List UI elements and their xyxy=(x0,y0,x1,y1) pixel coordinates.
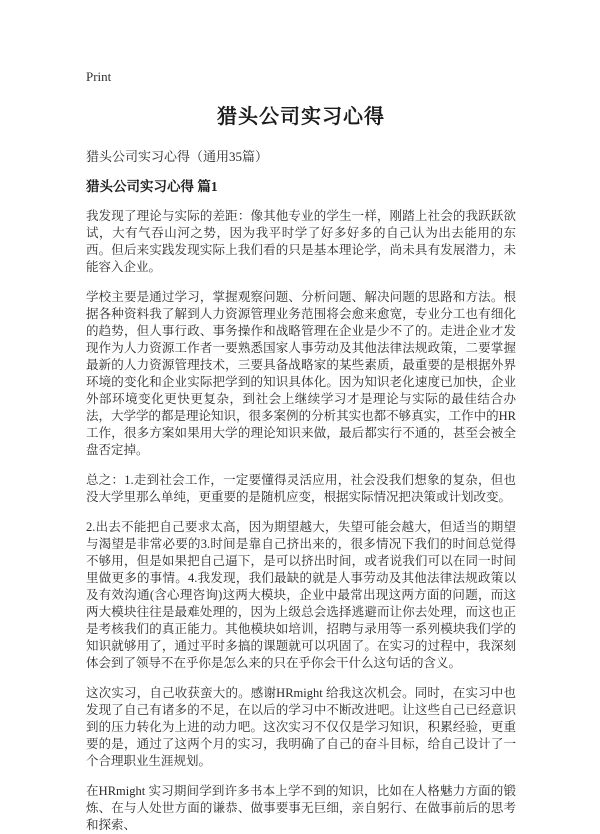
section-heading: 猎头公司实习心得 篇1 xyxy=(86,179,218,194)
body-paragraph: 这次实习，自己收获蛮大的。感谢HRmight 给我这次机会。同时，在实习中也发现了自己有诸多的不足，在以后的学习中不断改进吧。让这些自己已经意识到的压力转化为上进的动力吧。这次实习不仅仅是学习知识，积累经验，更重要的是，通过了这两个月的实习，我明确了自己的奋斗目标，给自己设计了一个合理职业生涯规划。 xyxy=(86,686,516,768)
print-link[interactable]: Print xyxy=(86,69,112,84)
body-paragraph: 2.出去不能把自己要求太高，因为期望越大，失望可能会越大，但适当的期望与渴望是非常必要的3.时间是靠自己挤出来的，很多情况下我们的时间总觉得不够用，但是如果把自己逼下，是可以挤出时间，或者说我们可以在同一时间里做更多的事情。4.我发现，我们最缺的就是人事劳动及其他法律法规政策以及有效沟通(含心理咨询)这两大模块，企业中最常出现这两方面的问题，而这两大模块往往是最难处理的，因为上级总会选择逃避而让你去处理，而这也正是考核我们的真正能力。其他模块如培训，招聘与录用等一系列模块我们学的知识就够用了，通过平时多搞的课题就可以巩固了。在实习的过程中，我深刻体会到了领导不在乎你是怎么来的只在乎你会干什么这句话的含义。 xyxy=(86,520,516,670)
body-paragraph: 学校主要是通过学习，掌握观察问题、分析问题、解决问题的思路和方法。根据各种资料我了解到人力资源管理业务范围将会愈来愈宽，专业分工也有细化的趋势，但人事行政、事务操作和战略管理在企业是少不了的。走进企业才发现作为人力资源工作者一要熟悉国家人事劳动及其他法律法规政策，二要掌握最新的人力资源管理技术，三要具备战略家的某些素质，最重要的是根据外界环境的变化和企业实际把学到的知识具体化。因为知识老化速度已加快，企业外部环境变化更快更复杂，到社会上继续学习才是理论与实际的最佳结合办法，大学学的都是理论知识，很多案例的分析其实也都不够真实，工作中的HR工作，很多方案如果用大学的理论知识来做，最后都实行不通的，甚至会被全盘否定掉。 xyxy=(86,290,516,457)
body-paragraph: 总之：1.走到社会工作，一定要懂得灵活应用，社会没我们想象的复杂，但也没大学里那么单纯，更重要的是随机应变，根据实际情况把决策或计划改变。 xyxy=(86,473,516,504)
article-body xyxy=(86,208,516,834)
page-subtitle: 猎头公司实习心得（通用35篇） xyxy=(86,149,269,164)
body-paragraph: 在HRmight 实习期间学到许多书本上学不到的知识，比如在人格魅力方面的锻炼、在与人处世方面的谦恭、做事要事无巨细，亲自躬行、在做事前后的思考和探索、 xyxy=(86,784,516,832)
body-paragraph: 我发现了理论与实际的差距：像其他专业的学生一样，刚踏上社会的我跃跃欲试，大有气吞山河之势，因为我平时学了好多好多的自己认为出去能用的东西。但后来实践发现实际上我们看的只是基本理论学，尚未具有发展潜力，未能容入企业。 xyxy=(86,209,516,274)
page-title: 猎头公司实习心得 xyxy=(217,106,385,128)
